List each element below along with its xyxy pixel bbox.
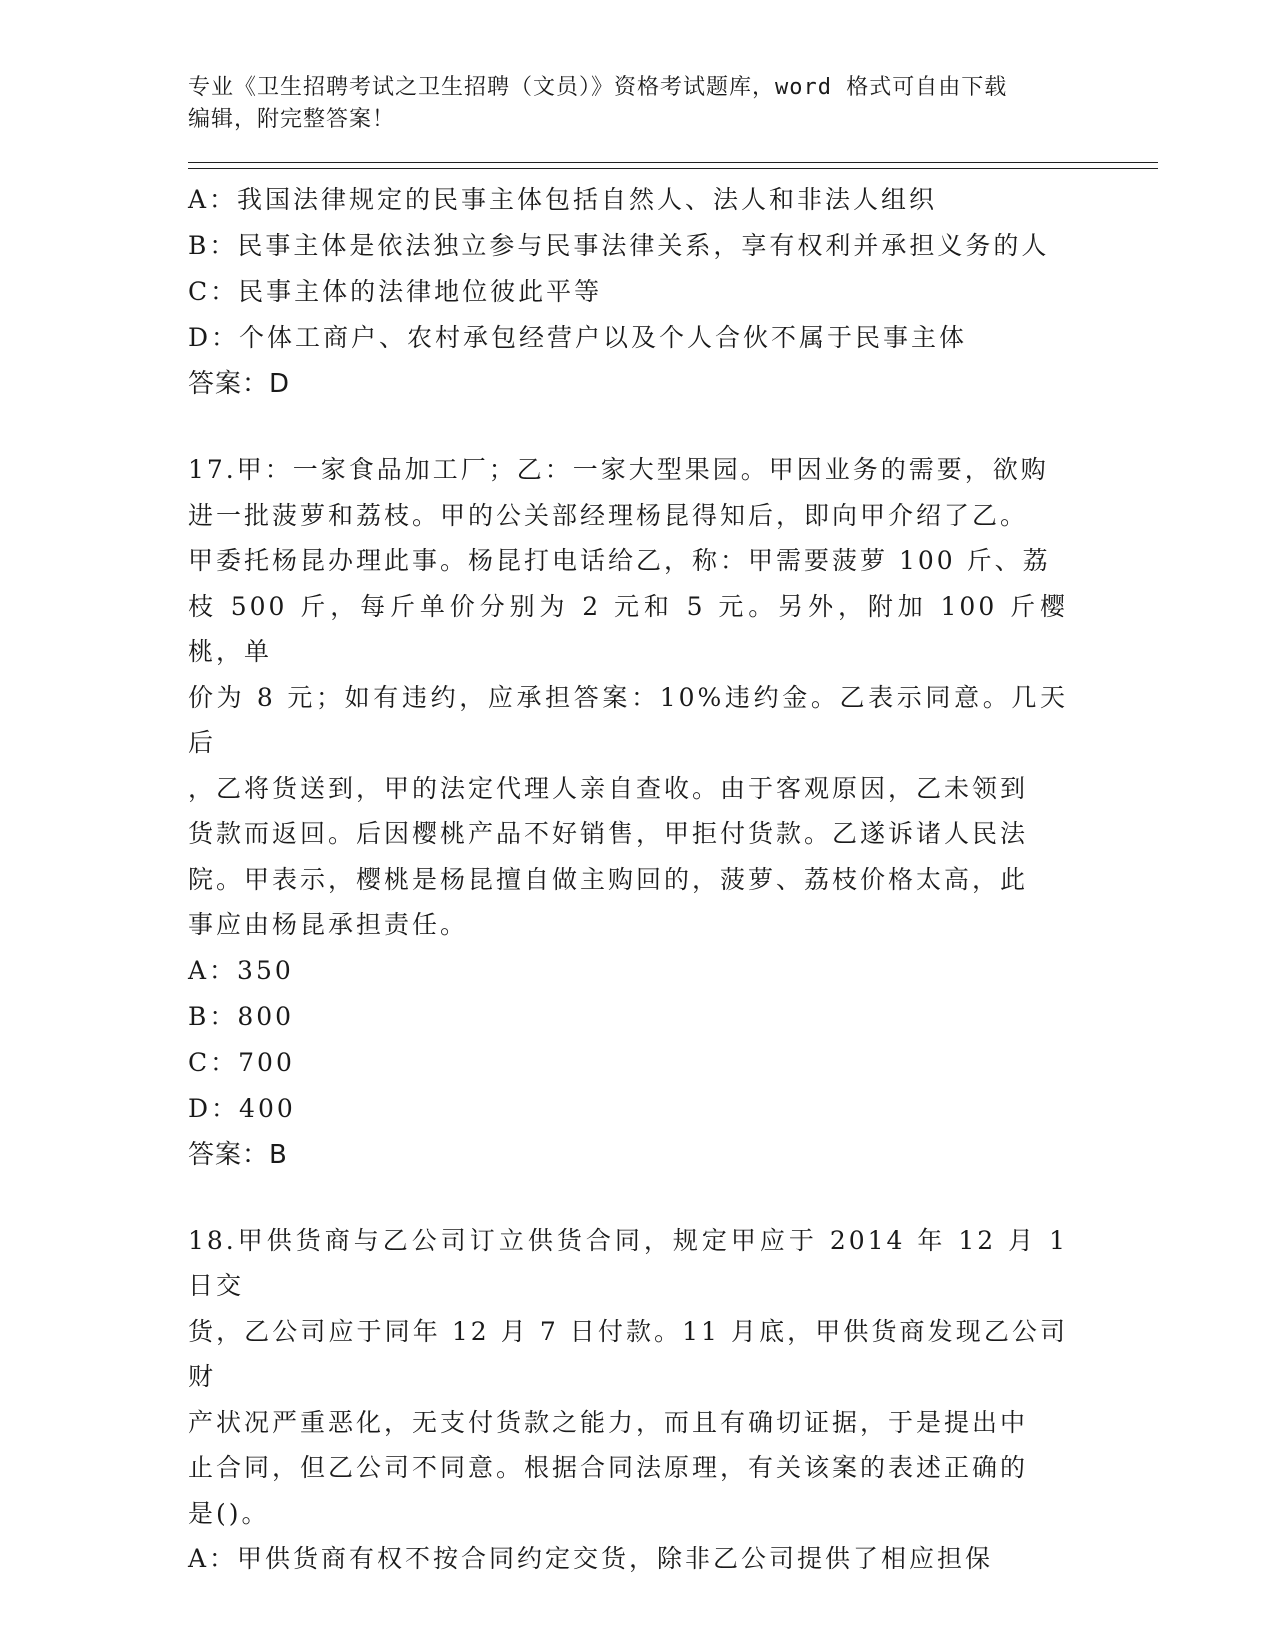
- question-line: 货款而返回。后因樱桃产品不好销售，甲拒付货款。乙遂诉诸人民法: [188, 819, 1029, 848]
- answer-line: 答案：B: [188, 1139, 288, 1170]
- header-line-2: 编辑，附完整答案！: [188, 107, 396, 132]
- question-17: [188, 447, 1158, 1178]
- question-line: 进一批菠萝和荔枝。甲的公关部经理杨昆得知后，即向甲介绍了乙。: [188, 500, 1029, 530]
- question-line: 产状况严重恶化，无支付货款之能力，而且有确切证据，于是提出中: [188, 1407, 1029, 1437]
- option-a: A：350: [188, 955, 294, 985]
- option-b: B：800: [188, 1001, 295, 1031]
- document-page: [188, 72, 1158, 1582]
- question-line: 货，乙公司应于同年 12 月 7 日付款。11 月底，甲供货商发现乙公司财: [188, 1316, 1068, 1391]
- option-a: A：甲供货商有权不按合同约定交货，除非乙公司提供了相应担保: [188, 1544, 994, 1573]
- question-line: 18.甲供货商与乙公司订立供货合同，规定甲应于 2014 年 12 月 1 日交: [188, 1225, 1068, 1300]
- option-a: A：我国法律规定的民事主体包括自然人、法人和非法人组织: [188, 185, 938, 214]
- question-line: 枝 500 斤，每斤单价分别为 2 元和 5 元。另外，附加 100 斤樱桃，单: [188, 591, 1068, 666]
- question-text: [188, 447, 1068, 948]
- question-line: 甲委托杨昆办理此事。杨昆打电话给乙，称：甲需要菠萝 100 斤、荔: [188, 546, 1051, 575]
- answer-line: 答案：D: [188, 369, 291, 399]
- option-c: C：民事主体的法律地位彼此平等: [188, 277, 603, 306]
- question-line: 院。甲表示，樱桃是杨昆擅自做主购回的，菠萝、荔枝价格太高，此: [188, 864, 1029, 894]
- question-line: 17.甲：一家食品加工厂；乙：一家大型果园。甲因业务的需要，欲购: [188, 455, 1049, 484]
- question-16-tail: [188, 177, 1158, 407]
- document-body: [188, 177, 1158, 1582]
- header-double-rule: [188, 162, 1158, 169]
- option-d: D：个体工商户、农村承包经营户以及个人合伙不属于民事主体: [188, 323, 968, 352]
- question-line: 价为 8 元；如有违约，应承担答案：10%违约金。乙表示同意。几天后: [188, 682, 1068, 757]
- document-header: [188, 72, 1068, 136]
- question-line: 是()。: [188, 1498, 270, 1528]
- question-line: 止合同，但乙公司不同意。根据合同法原理，有关该案的表述正确的: [188, 1453, 1029, 1482]
- header-line-1: 专业《卫生招聘考试之卫生招聘（文员）》资格考试题库，word 格式可自由下载: [188, 75, 1008, 100]
- question-18: [188, 1218, 1158, 1583]
- option-d: D：400: [188, 1093, 296, 1123]
- option-c: C：700: [188, 1047, 295, 1077]
- question-text: [188, 1218, 1068, 1537]
- question-line: ，乙将货送到，甲的法定代理人亲自查收。由于客观原因，乙未领到: [188, 773, 1029, 803]
- question-line: 事应由杨昆承担责任。: [188, 910, 469, 939]
- option-b: B：民事主体是依法独立参与民事法律关系，享有权利并承担义务的人: [188, 231, 1050, 260]
